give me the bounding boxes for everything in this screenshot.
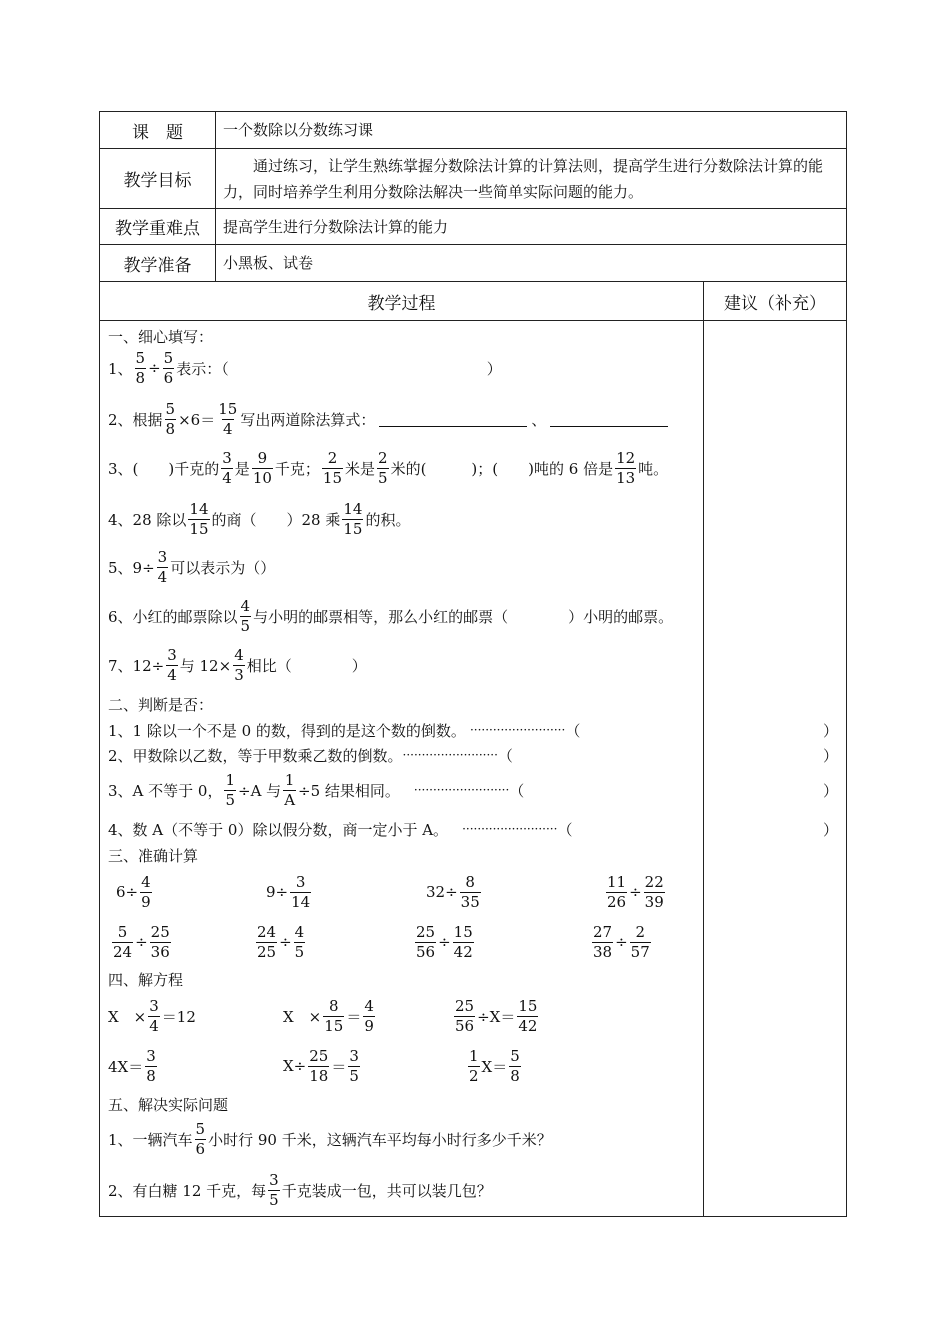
numerator: 24 (257, 922, 277, 941)
numerator: 22 (644, 872, 664, 891)
paren-open: （ (497, 746, 513, 765)
paren-close: ） (822, 721, 838, 740)
paren-open: （ (509, 781, 525, 800)
divide-sign: ÷ (629, 883, 642, 901)
denominator: 5 (378, 468, 388, 487)
fraction (166, 646, 178, 685)
judge-1 (108, 718, 838, 742)
numerator: 5 (195, 1119, 206, 1138)
numerator: 5 (135, 348, 146, 367)
denominator: 36 (150, 942, 170, 961)
fraction (256, 923, 277, 962)
denominator: 35 (460, 892, 480, 911)
q2-mid: ×6＝ (178, 410, 216, 429)
denominator: 18 (309, 1066, 329, 1085)
fraction (145, 1047, 157, 1086)
prep-value: 小黑板、试卷 (223, 254, 314, 272)
topic-value: 一个数除以分数练习课 (223, 121, 374, 139)
q2-prefix: 2、根据 (108, 410, 163, 429)
section2-title: 二、判断是否： (108, 695, 214, 714)
answer-blank[interactable] (550, 411, 668, 427)
denominator: 15 (324, 1016, 344, 1035)
eq-text: X × (283, 1007, 322, 1026)
divide-sign: ÷ (148, 359, 161, 377)
judge-text: 3、A 不等于 0， (108, 781, 223, 800)
denominator: 5 (225, 790, 236, 809)
denominator: 38 (593, 942, 613, 961)
section5-title: 五、解决实际问题 (108, 1095, 229, 1114)
eq-text: X＝ (481, 1057, 508, 1076)
key-value: 提高学生进行分数除法计算的能力 (223, 217, 449, 236)
problem-text: 2、有白糖 12 千克，每 (108, 1181, 267, 1200)
problem-2 (108, 1168, 492, 1212)
equation-1 (108, 994, 196, 1038)
problem-text: 1、一辆汽车 (108, 1130, 193, 1149)
q1-text: 表示：（ (176, 359, 229, 378)
eq-text: ÷X＝ (477, 1007, 516, 1026)
paren-close: ） (822, 820, 838, 839)
fraction (454, 997, 475, 1036)
numerator: 14 (189, 499, 209, 518)
denominator: 56 (455, 1016, 475, 1035)
divide-sign: ÷ (135, 933, 148, 951)
question-6 (108, 594, 673, 638)
numerator: 25 (309, 1046, 329, 1065)
fraction (453, 923, 474, 962)
eq-text: ＝12 (161, 1007, 196, 1026)
denominator: 26 (607, 892, 627, 911)
advice-header: 建议（补充） (724, 293, 826, 314)
fraction (283, 771, 296, 810)
judge-3 (108, 768, 838, 812)
header-divider (100, 320, 846, 321)
eq-text: 4X＝ (108, 1057, 144, 1076)
calc-text: 9÷ (266, 883, 289, 901)
calc-4 (604, 870, 667, 914)
eq-text: X × (108, 1007, 147, 1026)
denominator: 4 (149, 1016, 159, 1035)
fraction (221, 449, 233, 488)
question-1 (108, 346, 502, 390)
numerator: 3 (146, 1046, 156, 1065)
denominator: 6 (163, 368, 174, 387)
numerator: 11 (607, 872, 627, 891)
paren-open: （ (557, 820, 573, 839)
calc-1 (116, 870, 154, 914)
judge-4 (108, 817, 838, 841)
fraction (415, 923, 436, 962)
numerator: 3 (349, 1046, 359, 1065)
leader-dots: ························· (402, 748, 498, 762)
fraction (224, 771, 236, 810)
fraction (468, 1047, 480, 1086)
q1-prefix: 1、 (108, 359, 133, 378)
q4-text: 的积。 (365, 510, 411, 529)
denominator: 25 (257, 942, 277, 961)
denominator: 24 (113, 942, 133, 961)
calc-8 (590, 920, 653, 964)
judge-text: 2、甲数除以乙数，等于甲数乘乙数的倒数。 (108, 746, 403, 765)
calc-5 (110, 920, 173, 964)
divide-sign: ÷ (615, 933, 628, 951)
calc-3 (426, 870, 483, 914)
leader-dots: ························· (469, 723, 566, 737)
section1-title: 一、细心填写： (108, 327, 214, 346)
numerator: 3 (295, 872, 306, 891)
numerator: 1 (225, 770, 236, 789)
key-row (100, 209, 846, 245)
numerator: 5 (117, 922, 128, 941)
denominator: 10 (252, 468, 272, 487)
calc-text: 32÷ (426, 883, 458, 901)
q4-mid: 的商（ ）28 乘 (211, 510, 341, 529)
denominator: 57 (630, 942, 650, 961)
numerator: 15 (518, 996, 538, 1015)
fraction (644, 873, 665, 912)
equation-4 (108, 1044, 159, 1088)
q3-text: 米是 (345, 459, 376, 478)
fraction (165, 400, 177, 439)
leader-dots: ························· (462, 822, 558, 836)
q5-prefix: 5、9÷ (108, 558, 155, 577)
fraction (592, 923, 613, 962)
denominator: 5 (294, 942, 305, 961)
equation-3 (452, 994, 540, 1038)
judge-2 (108, 743, 838, 767)
q3-text: 是 (234, 459, 250, 478)
question-7 (108, 643, 367, 687)
fraction (188, 500, 209, 539)
fraction (323, 997, 344, 1036)
fraction (615, 449, 636, 488)
fraction (294, 923, 306, 962)
q5-text: 可以表示为（） (170, 558, 276, 577)
divide-sign: ÷ (438, 933, 451, 951)
numerator: 8 (465, 872, 475, 891)
fraction (135, 349, 147, 388)
fraction (195, 1120, 207, 1159)
problem-1 (108, 1117, 552, 1161)
fraction (163, 349, 175, 388)
q7-mid: 与 12× (179, 656, 232, 675)
prep-row (100, 245, 846, 282)
answer-blank[interactable] (379, 411, 527, 427)
denominator: 15 (189, 519, 209, 538)
section4-title: 四、解方程 (108, 970, 184, 989)
denominator: 9 (364, 1016, 374, 1035)
leader-dots: ························· (413, 783, 510, 797)
fraction (217, 400, 238, 439)
q3-text: 千克； (274, 459, 320, 478)
paren-close: ） (822, 781, 838, 800)
calc-2 (266, 870, 313, 914)
denominator: 8 (146, 1066, 156, 1085)
fraction (509, 1047, 521, 1086)
fraction (157, 548, 169, 587)
denominator: 3 (234, 665, 244, 684)
fraction (150, 923, 171, 962)
fraction (342, 500, 363, 539)
denominator: 42 (453, 942, 473, 961)
q7-prefix: 7、12÷ (108, 656, 165, 675)
numerator: 4 (364, 996, 374, 1015)
numerator: 14 (343, 499, 363, 518)
problem-text: 千克装成一包，共可以装几包？ (281, 1181, 492, 1200)
numerator: 5 (163, 348, 174, 367)
denominator: 6 (195, 1139, 206, 1158)
q3-prefix: 3、( )千克的 (108, 459, 220, 478)
fraction (348, 1047, 360, 1086)
numerator: 5 (165, 399, 176, 418)
numerator: 5 (510, 1046, 520, 1065)
fraction (308, 1047, 329, 1086)
numerator: 25 (416, 922, 436, 941)
question-4 (108, 497, 410, 541)
q2-text: 写出两道除法算式： (240, 410, 376, 429)
calc-6 (254, 920, 307, 964)
judge-text: ÷A 与 (238, 781, 282, 800)
process-header: 教学过程 (367, 293, 436, 314)
numerator: 3 (149, 996, 159, 1015)
q6-text: 与小明的邮票相等，那么小红的邮票（ ）小明的邮票。 (253, 607, 674, 626)
question-2 (108, 397, 672, 441)
topic-label: 课 题 (100, 112, 216, 148)
numerator: 25 (455, 996, 475, 1015)
numerator: 1 (469, 1046, 479, 1065)
q1-close: ） (486, 359, 502, 378)
denominator: 9 (141, 892, 151, 911)
denominator: 5 (269, 1190, 279, 1209)
denominator: 15 (322, 468, 343, 487)
denominator: 39 (644, 892, 664, 911)
numerator: 27 (593, 922, 613, 941)
numerator: 4 (141, 872, 151, 891)
denominator: 4 (222, 419, 233, 438)
numerator: 2 (378, 448, 388, 467)
denominator: 15 (343, 519, 363, 538)
denominator: 56 (416, 942, 436, 961)
eq-text: ＝ (331, 1057, 347, 1076)
denominator: 4 (222, 468, 232, 487)
numerator: 3 (222, 448, 232, 467)
divide-sign: ÷ (279, 933, 292, 951)
equation-5 (283, 1044, 362, 1088)
denominator: 4 (167, 665, 177, 684)
denominator: 8 (165, 419, 176, 438)
fraction (148, 997, 160, 1036)
q2-sep: 、 (531, 410, 547, 429)
denominator: 14 (291, 892, 311, 911)
calc-text: 6÷ (116, 883, 139, 901)
problem-text: 小时行 90 千米，这辆汽车平均每小时行多少千米？ (208, 1130, 552, 1149)
numerator: 4 (294, 922, 305, 941)
numerator: 8 (329, 996, 339, 1015)
paren-close: ） (822, 746, 838, 765)
denominator: 42 (518, 1016, 538, 1035)
fraction (140, 873, 152, 912)
q3-text: 米的( )；( )吨的 6 倍是 (390, 459, 614, 478)
fraction (240, 597, 252, 636)
denominator: 13 (616, 468, 636, 487)
numerator: 3 (269, 1170, 279, 1189)
eq-text: ＝ (346, 1007, 362, 1026)
q3-text: 吨。 (638, 459, 669, 478)
key-label: 教学重难点 (100, 209, 216, 244)
denominator: 8 (135, 368, 146, 387)
fraction (112, 923, 133, 962)
denominator: 5 (349, 1066, 359, 1085)
numerator: 1 (284, 770, 295, 789)
fraction (322, 449, 343, 488)
equation-2 (283, 994, 377, 1038)
section3-title: 三、准确计算 (108, 846, 199, 865)
fraction (268, 1171, 280, 1210)
numerator: 12 (616, 448, 636, 467)
fraction (377, 449, 389, 488)
numerator: 3 (157, 547, 168, 566)
q4-prefix: 4、28 除以 (108, 510, 187, 529)
judge-text: 4、数 A（不等于 0）除以假分数，商一定小于 A。 (108, 820, 449, 839)
numerator: 3 (167, 645, 177, 664)
lesson-plan-table (99, 111, 847, 1217)
denominator: 8 (510, 1066, 520, 1085)
fraction (517, 997, 538, 1036)
goal-value: 通过练习，让学生熟练掌握分数除法计算的计算法则，提高学生进行分数除法计算的能力，同时培养学生利用分数除法解决一些简单实际问题的能力。 (223, 157, 824, 201)
calc-7 (413, 920, 476, 964)
question-3 (108, 446, 668, 490)
fraction (252, 449, 273, 488)
judge-text: 1、1 除以一个不是 0 的数，得到的是这个数的倒数。 (108, 721, 466, 740)
numerator: 9 (257, 448, 268, 467)
prep-label: 教学准备 (100, 245, 216, 281)
q6-prefix: 6、小红的邮票除以 (108, 607, 238, 626)
topic-row (100, 112, 846, 149)
fraction (606, 873, 627, 912)
denominator: 5 (240, 616, 251, 635)
numerator: 15 (453, 922, 473, 941)
q7-text: 相比（ ） (246, 656, 367, 675)
numerator: 15 (218, 399, 238, 418)
numerator: 4 (234, 645, 244, 664)
denominator: 4 (157, 567, 168, 586)
numerator: 4 (240, 596, 251, 615)
eq-text: X÷ (283, 1057, 307, 1075)
numerator: 25 (150, 922, 170, 941)
question-5 (108, 545, 275, 589)
denominator: A (284, 790, 296, 809)
fraction (290, 873, 311, 912)
paren-open: （ (565, 721, 581, 740)
goal-row (100, 149, 846, 209)
equation-6 (466, 1044, 523, 1088)
fraction (233, 646, 245, 685)
fraction (363, 997, 375, 1036)
denominator: 2 (469, 1066, 479, 1085)
numerator: 2 (635, 922, 645, 941)
fraction (460, 873, 481, 912)
numerator: 2 (327, 448, 338, 467)
judge-text: ÷5 结果相同。 (298, 781, 400, 800)
goal-label: 教学目标 (100, 149, 216, 208)
fraction (630, 923, 651, 962)
